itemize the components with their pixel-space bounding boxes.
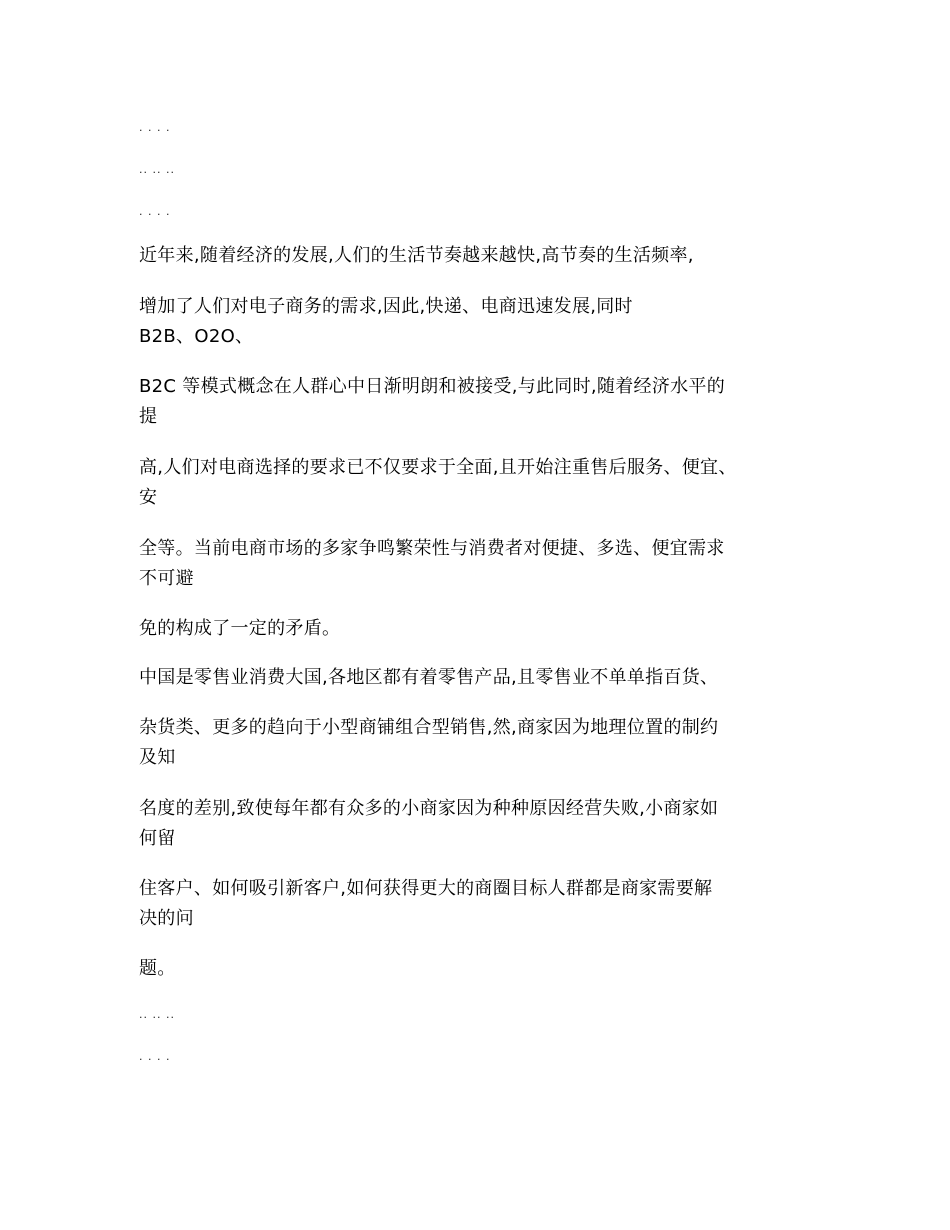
paragraph-1-line-9: 不可避 (139, 568, 194, 589)
paragraph-1-line-6: 高,人们对电商选择的要求已不仅要求于全面,且开始注重售后服务、便宜、 (139, 457, 737, 478)
dot-marks-1: . . . . (139, 121, 171, 134)
paragraph-1-line-2: 增加了人们对电子商务的需求,因此,快递、电商迅速发展,同时 (139, 296, 633, 317)
paragraph-1-line-7: 安 (139, 487, 158, 508)
paragraph-1-line-5: 提 (139, 406, 158, 427)
dot-marks-3: . . . . (139, 205, 171, 218)
paragraph-2-line-5: 何留 (139, 828, 176, 849)
paragraph-2-line-3: 及知 (139, 747, 176, 768)
paragraph-1-line-4: B2C 等模式概念在人群心中日渐明朗和被接受,与此同时,随着经济水平的 (139, 376, 726, 397)
paragraph-1-line-3: B2B、O2O、 (139, 326, 254, 347)
dot-marks-2: .. .. .. (139, 163, 175, 176)
dot-marks-4: .. .. .. (139, 1008, 175, 1021)
paragraph-2-line-7: 决的问 (139, 908, 194, 929)
paragraph-1-line-10: 免的构成了一定的矛盾。 (139, 618, 341, 639)
paragraph-1-line-1: 近年来,随着经济的发展,人们的生活节奏越来越快,高节奏的生活频率, (139, 245, 694, 266)
paragraph-2-line-2: 杂货类、更多的趋向于小型商铺组合型销售,然,商家因为地理位置的制约 (139, 717, 719, 738)
paragraph-2-line-4: 名度的差别,致使每年都有众多的小商家因为种种原因经营失败,小商家如 (139, 798, 719, 819)
paragraph-2-line-6: 住客户、如何吸引新客户,如何获得更大的商圈目标人群都是商家需要解 (139, 878, 713, 899)
dot-marks-5: . . . . (139, 1050, 171, 1063)
paragraph-2-line-1: 中国是零售业消费大国,各地区都有着零售产品,且零售业不单单指百货、 (139, 667, 719, 688)
paragraph-1-line-8: 全等。当前电商市场的多家争鸣繁荣性与消费者对便捷、多选、便宜需求 (139, 538, 725, 559)
paragraph-2-line-8: 题。 (139, 958, 176, 979)
